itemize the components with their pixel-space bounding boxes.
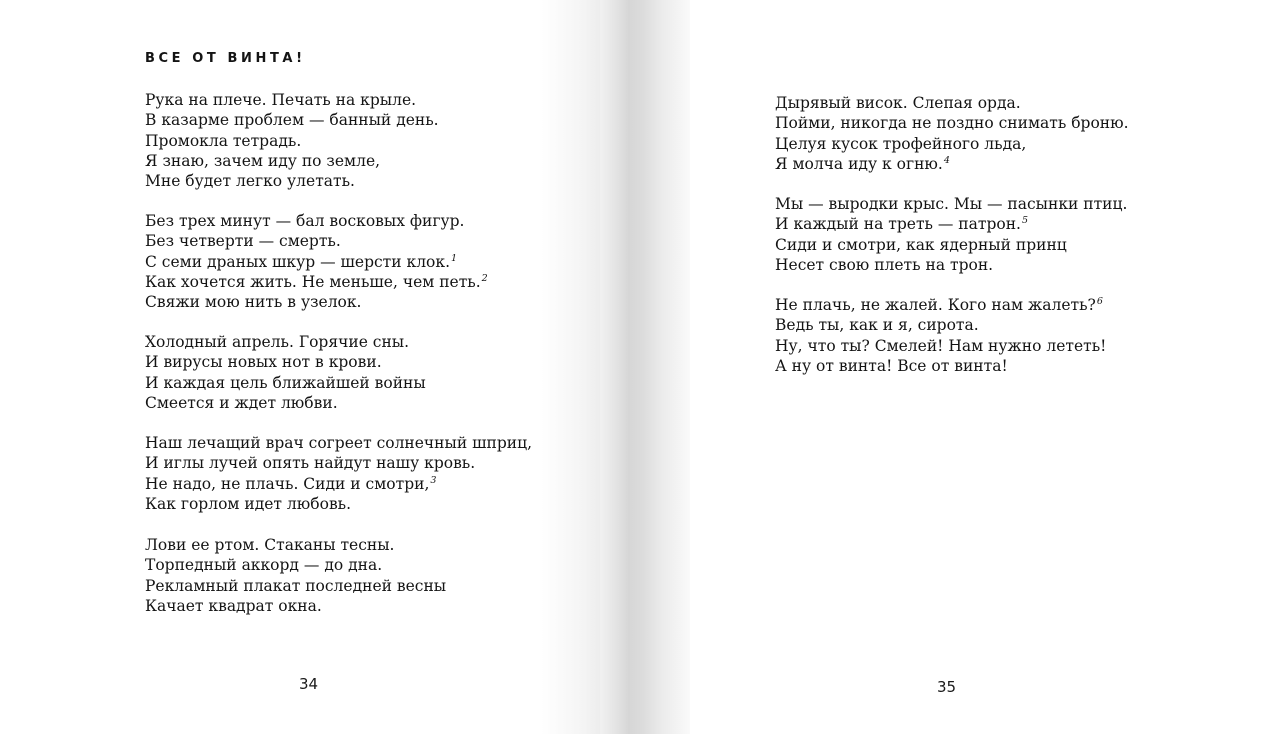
stanza <box>145 332 426 413</box>
stanza <box>145 90 439 191</box>
poem-line <box>775 154 1129 174</box>
poem-line <box>145 433 532 453</box>
poem-line-text: Я знаю, зачем иду по земле, <box>145 151 381 170</box>
poem-line <box>145 494 532 514</box>
poem-line-text: В казарме проблем — банный день. <box>145 111 439 130</box>
poem-line <box>145 373 426 393</box>
footnote-marker: 2 <box>481 272 488 284</box>
poem-line-text: Ведь ты, как и я, сирота. <box>775 316 979 335</box>
poem-line-text: Дырявый висок. Слепая орда. <box>775 94 1021 112</box>
poem-line <box>775 235 1127 255</box>
poem-line <box>775 93 1129 113</box>
poem-line-text: Ну, что ты? Смелей! Нам нужно лететь! <box>775 336 1107 355</box>
poem-line <box>145 292 488 312</box>
poem-line-text: Без четверти — смерть. <box>145 232 341 251</box>
poem-line <box>145 393 426 413</box>
poem-line-text: А ну от винта! Все от винта! <box>775 356 1008 375</box>
poem-line <box>145 131 439 151</box>
footnote-marker: 5 <box>1021 215 1029 227</box>
poem-line <box>775 194 1127 214</box>
book-gutter <box>600 0 690 734</box>
poem-line <box>145 110 439 130</box>
poem-line-text: Без трех минут — бал восковых фигур. <box>145 212 465 230</box>
poem-line-text: Рекламный плакат последней весны <box>145 576 447 595</box>
page-number-left: 34 <box>299 675 319 693</box>
poem-line-text: И каждая цель ближайшей войны <box>145 373 426 392</box>
poem-line-text: Холодный апрель. Горячие сны. <box>145 333 410 351</box>
stanza <box>775 93 1129 174</box>
poem-line <box>145 171 439 191</box>
poem-line <box>145 352 426 372</box>
poem-line <box>145 535 446 555</box>
poem-line-text: Свяжи мою нить в узелок. <box>145 293 362 312</box>
poem-line-text: Мы — выродки крыс. Мы — пасынки птиц. <box>775 195 1128 213</box>
poem-line-text: Наш лечащий врач согреет солнечный шприц, <box>145 434 532 452</box>
stanza <box>775 194 1127 275</box>
poem-line-text: Как хочется жить. Не меньше, чем петь. <box>145 272 481 291</box>
poem-line <box>145 332 426 352</box>
poem-line <box>775 113 1129 133</box>
poem-line-text: Целуя кусок трофейного льда, <box>775 134 1027 153</box>
poem-line-text: И вирусы новых нот в крови. <box>145 353 382 372</box>
stanza <box>145 211 488 312</box>
poem-line-text: Лови ее ртом. Стаканы тесны. <box>145 536 395 554</box>
poem-line-text: Торпедный аккорд — до дна. <box>145 556 383 575</box>
poem-line-text: Как горлом идет любовь. <box>145 494 352 513</box>
poem-line <box>775 295 1106 315</box>
poem-line <box>145 555 446 575</box>
poem-line <box>775 356 1106 376</box>
poem-line-text: Пойми, никогда не поздно снимать броню. <box>775 114 1129 133</box>
poem-line-text: Мне будет легко улетать. <box>145 172 355 191</box>
footnote-marker: 3 <box>430 474 437 486</box>
poem-line <box>775 134 1129 154</box>
poem-line-text: Качает квадрат окна. <box>145 596 322 615</box>
poem-line-text: И каждый на треть — патрон. <box>775 215 1021 234</box>
poem-line-text: Промокла тетрадь. <box>145 131 302 150</box>
stanza <box>145 433 532 514</box>
poem-line <box>145 90 439 110</box>
footnote-marker: 1 <box>451 252 458 264</box>
poem-line <box>775 214 1127 234</box>
poem-line-text: С семи драных шкур — шерсти клок. <box>145 252 450 271</box>
poem-line <box>145 211 488 231</box>
footnote-marker: 4 <box>943 154 950 166</box>
poem-line-text: Смеется и ждет любви. <box>145 393 338 412</box>
poem-line-text: Я молча иду к огню. <box>775 154 943 173</box>
poem-line-text: Не плачь, не жалей. Кого нам жалеть? <box>775 296 1096 314</box>
poem-line-text: Сиди и смотри, как ядерный принц <box>775 235 1067 254</box>
poem-line <box>145 272 488 292</box>
poem-line <box>145 151 439 171</box>
poem-line <box>775 336 1106 356</box>
poem-line <box>145 596 446 616</box>
poem-line-text: Рука на плече. Печать на крыле. <box>145 91 417 109</box>
footnote-marker: 6 <box>1096 296 1103 307</box>
stanza <box>145 535 446 616</box>
poem-line-text: Не надо, не плачь. Сиди и смотри, <box>145 474 430 493</box>
poem-title: ВСЕ ОТ ВИНТА! <box>145 51 306 66</box>
poem-line-text: И иглы лучей опять найдут нашу кровь. <box>145 454 476 473</box>
page-number-right: 35 <box>937 678 957 696</box>
poem-line <box>145 474 532 494</box>
poem-line <box>145 231 488 251</box>
poem-line <box>145 576 446 596</box>
stanza <box>775 295 1106 376</box>
poem-line <box>775 255 1127 275</box>
poem-line-text: Несет свою плеть на трон. <box>775 255 994 274</box>
poem-line <box>145 252 488 272</box>
poem-line <box>775 315 1106 335</box>
poem-line <box>145 453 532 473</box>
